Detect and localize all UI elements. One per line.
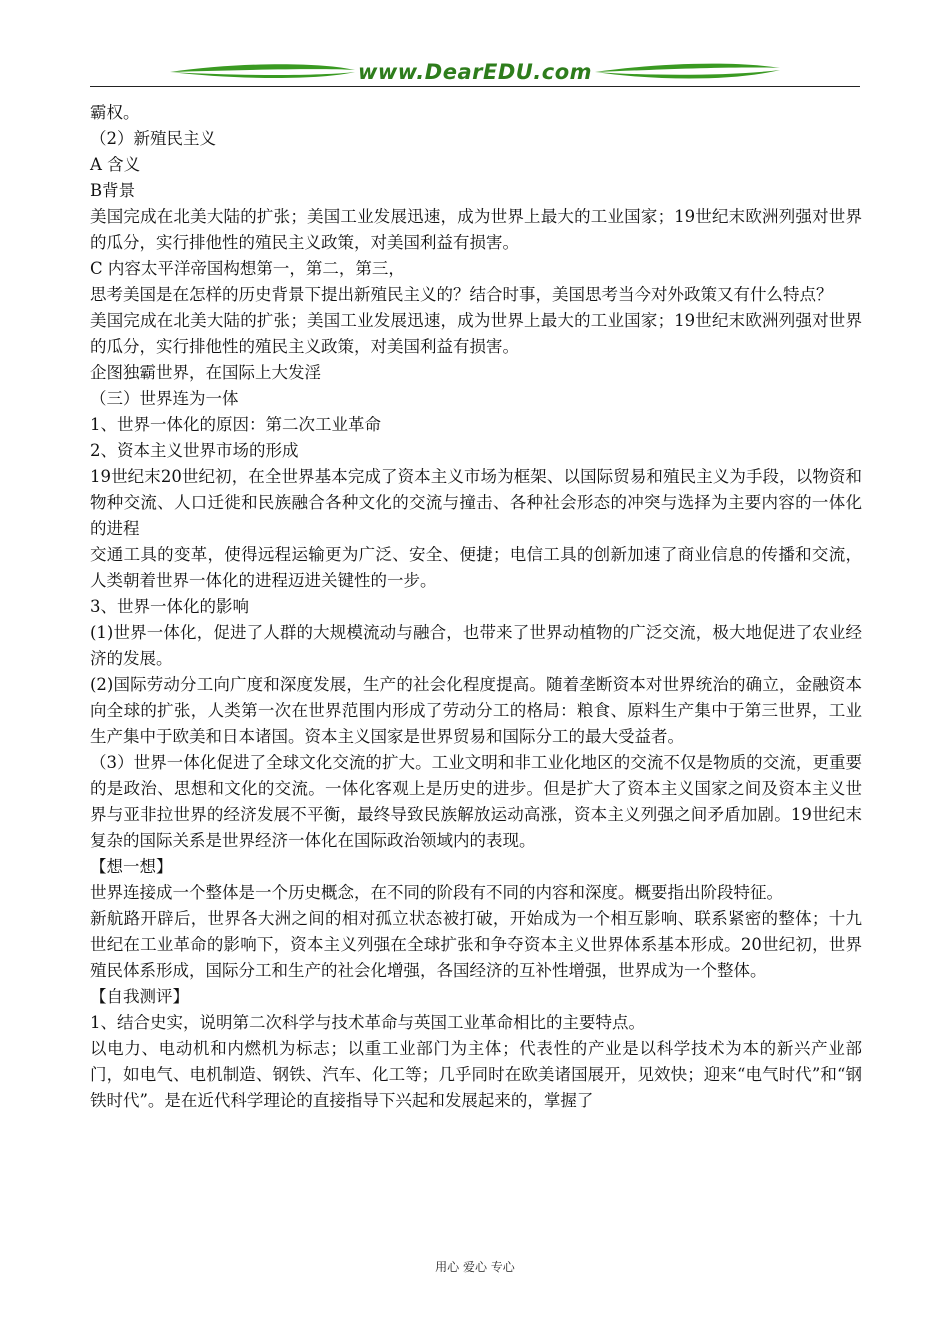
paragraph: 19世纪末20世纪初，在全世界基本完成了资本主义市场为框架、以国际贸易和殖民主义为手段，以物资和物种交流、人口迁徙和民族融合各种文化的交流与撞击、各种社会形态的冲突与选择为主要内容的一体化的进程	[90, 467, 862, 538]
paragraph: 3、世界一体化的影响	[90, 597, 249, 616]
paragraph: 霸权。	[90, 103, 140, 122]
paragraph: （3）世界一体化促进了全球文化交流的扩大。工业文明和非工业化地区的交流不仅是物质的交流，更重要的是政治、思想和文化的交流。一体化客观上是历史的进步。但是扩大了资本主义国家之间及资本主义世界与亚非拉世界的经济发展不平衡，最终导致民族解放运动高涨，资本主义列强之间矛盾加剧。19世纪末复杂的国际关系是世界经济一体化在国际政治领域内的表现。	[90, 753, 862, 850]
page-header	[90, 58, 860, 92]
paragraph: (2)国际劳动分工向广度和深度发展，生产的社会化程度提高。随着垄断资本对世界统治的确立，金融资本向全球的扩张，人类第一次在世界范围内形成了劳动分工的格局：粮食、原料生产集中于第三世界，工业生产集中于欧美和日本诸国。资本主义国家是世界贸易和国际分工的最大受益者。	[90, 675, 862, 746]
paragraph: 美国完成在北美大陆的扩张；美国工业发展迅速，成为世界上最大的工业国家；19世纪末欧洲列强对世界的瓜分，实行排他性的殖民主义政策，对美国利益有损害。	[90, 207, 862, 252]
paragraph: （2）新殖民主义	[90, 129, 216, 148]
paragraph: 世界连接成一个整体是一个历史概念，在不同的阶段有不同的内容和深度。概要指出阶段特征。	[90, 883, 783, 902]
paragraph: (1)世界一体化，促进了人群的大规模流动与融合，也带来了世界动植物的广泛交流，极大地促进了农业经济的发展。	[90, 623, 862, 668]
site-brand: www.DearEDU.com	[357, 60, 593, 84]
document-body	[90, 100, 862, 1114]
paragraph: 【自我测评】	[90, 987, 189, 1006]
paragraph: （三）世界连为一体	[90, 389, 239, 408]
paragraph: 交通工具的变革，使得远程运输更为广泛、安全、便捷；电信工具的创新加速了商业信息的传播和交流，人类朝着世界一体化的进程迈进关键性的一步。	[90, 545, 862, 590]
paragraph: 【想一想】	[90, 857, 173, 876]
paragraph: A 含义	[90, 155, 141, 174]
paragraph: 思考美国是在怎样的历史背景下提出新殖民主义的？结合时事，美国思考当今对外政策又有什么特点？	[90, 285, 833, 304]
paragraph: 企图独霸世界，在国际上大发淫	[90, 363, 321, 382]
paragraph: 以电力、电动机和内燃机为标志；以重工业部门为主体；代表性的产业是以科学技术为本的新兴产业部门，如电气、电机制造、钢铁、汽车、化工等；几乎同时在欧美诸国展开，见效快；迎来“电气时代”和“钢铁时代”。是在近代科学理论的直接指导下兴起和发展起来的，掌握了	[90, 1039, 862, 1110]
paragraph: 1、世界一体化的原因：第二次工业革命	[90, 415, 381, 434]
paragraph: B背景	[90, 181, 136, 200]
paragraph: 新航路开辟后，世界各大洲之间的相对孤立状态被打破，开始成为一个相互影响、联系紧密的整体；十九世纪在工业革命的影响下，资本主义列强在全球扩张和争夺资本主义世界体系基本形成。20世纪初，世界殖民体系形成，国际分工和生产的社会化增强，各国经济的互补性增强，世界成为一个整体。	[90, 909, 862, 980]
paragraph: 2、资本主义世界市场的形成	[90, 441, 299, 460]
paragraph: C 内容太平洋帝国构想第一，第二，第三，	[90, 259, 405, 278]
paragraph: 美国完成在北美大陆的扩张；美国工业发展迅速，成为世界上最大的工业国家；19世纪末欧洲列强对世界的瓜分，实行排他性的殖民主义政策，对美国利益有损害。	[90, 311, 862, 356]
paragraph: 1、结合史实，说明第二次科学与技术革命与英国工业革命相比的主要特点。	[90, 1013, 645, 1032]
header-divider	[90, 86, 860, 87]
page-footer: 用心 爱心 专心	[435, 1260, 515, 1274]
